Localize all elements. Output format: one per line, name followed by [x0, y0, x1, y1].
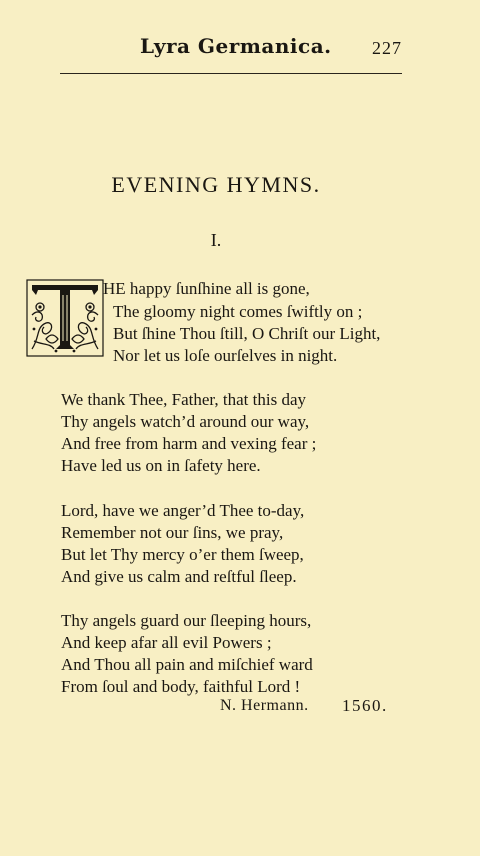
hymn-number: I.	[210, 230, 222, 250]
author-attribution: N. Hermann.	[220, 697, 309, 714]
verse-line: And Thou all pain and miſchief ward	[61, 655, 313, 674]
verse-line: Have led us on in ſafety here.	[61, 456, 261, 475]
verse-line: Remember not our ſins, we pray,	[61, 523, 284, 542]
verse-line: Lord, have we anger’d Thee to-day,	[61, 501, 305, 520]
verse-line: But ſhine Thou ſtill, O Chriſt our Light,	[113, 324, 381, 343]
ornamental-drop-cap-t	[26, 279, 104, 357]
running-title: Lyra Germanica.	[140, 34, 332, 58]
verse-line: And give us calm and reſtful ſleep.	[61, 567, 297, 586]
verse-line: Nor let us loſe ourſelves in night.	[113, 346, 338, 365]
verse-line: And free from harm and vexing fear ;	[61, 434, 317, 453]
running-head	[0, 34, 480, 64]
verse-line: From ſoul and body, faithful Lord !	[61, 677, 301, 696]
verse-line: Thy angels guard our ſleeping hours,	[61, 611, 312, 630]
section-title: EVENING HYMNS.	[111, 172, 321, 197]
verse-line: But let Thy mercy o’er them ſweep,	[61, 545, 304, 564]
verse-line: HE happy ſunſhine all is gone,	[103, 279, 310, 298]
verse-line: Thy angels watch’d around our way,	[61, 412, 310, 431]
verse-line: And keep afar all evil Powers ;	[61, 633, 272, 652]
header-rule	[60, 73, 402, 74]
verse-line: The gloomy night comes ſwiftly on ;	[113, 302, 363, 321]
attribution-year: 1560.	[342, 696, 388, 715]
page-number: 227	[372, 38, 402, 58]
verse-line: We thank Thee, Father, that this day	[61, 390, 307, 409]
